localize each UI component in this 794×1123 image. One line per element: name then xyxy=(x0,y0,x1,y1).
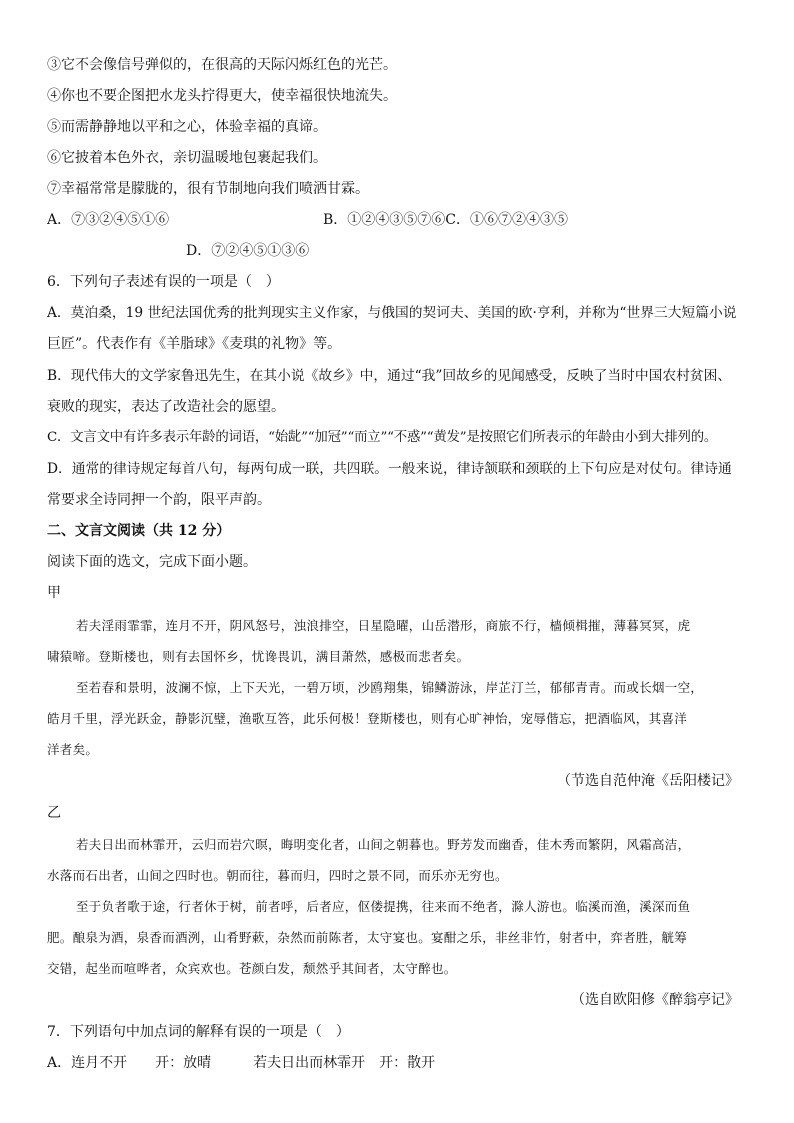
sentence-6: ⑥它披着本色外衣，亲切温暖地包裹起我们。 xyxy=(47,150,327,166)
sentence-4: ④你也不要企图把水龙头拧得更大，使幸福很快地流失。 xyxy=(47,88,397,104)
q6-option-a-line2: 巨匠”。代表作有《羊脂球》《麦琪的礼物》等。 xyxy=(47,336,342,352)
q6-option-a-line1: A．莫泊桑，19 世纪法国优秀的批判现实主义作家，与俄国的契诃夫、美国的欧·亨利，并称为“世界三大短篇小说 xyxy=(47,305,737,321)
passage-jia-source: （节选自范仲淹《岳阳楼记》 xyxy=(557,773,739,789)
passage-jia-label: 甲 xyxy=(47,585,61,601)
sentence-3: ③它不会像信号弹似的，在很高的天际闪烁红色的光芒。 xyxy=(47,57,397,73)
q6-option-c: C．文言文中有许多表示年龄的词语，“始龀”“加冠”“而立”“不惑”“黄发”是按照它们所表示的年龄由小到大排列的。 xyxy=(47,430,718,445)
passage-jia-text: 若夫淫雨霏霏，连月不开，阴风怒号，浊浪排空，日星隐曜，山岳潜形，商旅不行，樯倾楫摧，薄暮冥冥，虎 xyxy=(76,618,691,633)
q7-stem: 7．下列语句中加点词的解释有误的一项是（ ） xyxy=(47,1024,350,1040)
passage-yi-text: 交错，起坐而喧哗者，众宾欢也。苍颜白发，颓然乎其间者，太守醉也。 xyxy=(47,961,457,976)
q6-option-d-line1: D．通常的律诗规定每首八句，每两句成一联，共四联。一般来说，律诗颔联和颈联的上下句应是对仗句。律诗通 xyxy=(47,461,732,477)
section-instruction: 阅读下面的选文，完成下面小题。 xyxy=(47,554,257,570)
q5-option-d: D．⑦②④⑤①③⑥ xyxy=(186,243,310,259)
q6-option-b-line2: 衰败的现实，表达了改造社会的愿望。 xyxy=(47,399,285,415)
section-heading: 二、文言文阅读（共 12 分） xyxy=(47,523,231,539)
passage-jia-text: 皓月千里，浮光跃金，静影沉璧，渔歌互答，此乐何极！登斯楼也，则有心旷神怡，宠辱偕忘，把酒临风，其喜洋 xyxy=(47,711,688,726)
passage-yi-label: 乙 xyxy=(47,805,61,821)
passage-yi-source: （选自欧阳修《醉翁亭记》 xyxy=(571,992,739,1008)
passage-jia-text: 啸猿啼。登斯楼也，则有去国怀乡，忧谗畏讥，满目萧然，感极而悲者矣。 xyxy=(47,649,470,664)
passage-yi-text: 至于负者歌于途，行者休于树，前者呼，后者应，伛偻提携，往来而不绝者，滁人游也。临溪而渔，溪深而鱼 xyxy=(76,899,691,914)
passage-jia-text: 至若春和景明，波澜不惊，上下天光，一碧万顷，沙鸥翔集，锦鳞游泳，岸芷汀兰，郁郁青青。而或长烟一空， xyxy=(76,680,704,695)
passage-yi-text: 若夫日出而林霏开，云归而岩穴暝，晦明变化者，山间之朝暮也。野芳发而幽香，佳木秀而繁阴，风霜高洁， xyxy=(76,837,691,852)
passage-yi-text: 水落而石出者，山间之四时也。朝而往，暮而归，四时之景不同，而乐亦无穷也。 xyxy=(47,868,508,883)
q5-option-b: B．①②④③⑤⑦⑥ xyxy=(323,212,446,228)
passage-yi-text: 肥。酿泉为酒，泉香而酒洌，山肴野蔌，杂然而前陈者，太守宴也。宴酣之乐，非丝非竹，射者中，弈者胜，觥筹 xyxy=(47,930,688,945)
q7-option-a: A．连月不开 开：放晴 若夫日出而林霏开 开：散开 xyxy=(47,1055,436,1071)
q6-option-b-line1: B．现代伟大的文学家鲁迅先生，在其小说《故乡》中，通过“我”回故乡的见闻感受，反映了当时中国农村贫困、 xyxy=(47,368,732,384)
sentence-5: ⑤而需静静地以平和之心，体验幸福的真谛。 xyxy=(47,119,327,135)
q5-options-row xyxy=(47,211,568,229)
q6-option-d-line2: 常要求全诗同押一个韵，限平声韵。 xyxy=(47,492,271,508)
q5-option-c: C．①⑥⑦②④③⑤ xyxy=(445,212,569,228)
passage-jia-text: 洋者矣。 xyxy=(47,742,99,757)
q5-option-a: A．⑦③②④⑤①⑥ xyxy=(47,212,170,228)
q6-stem: 6．下列句子表述有误的一项是（ ） xyxy=(47,274,280,290)
sentence-7: ⑦幸福常常是朦胧的，很有节制地向我们喷洒甘霖。 xyxy=(47,181,369,197)
